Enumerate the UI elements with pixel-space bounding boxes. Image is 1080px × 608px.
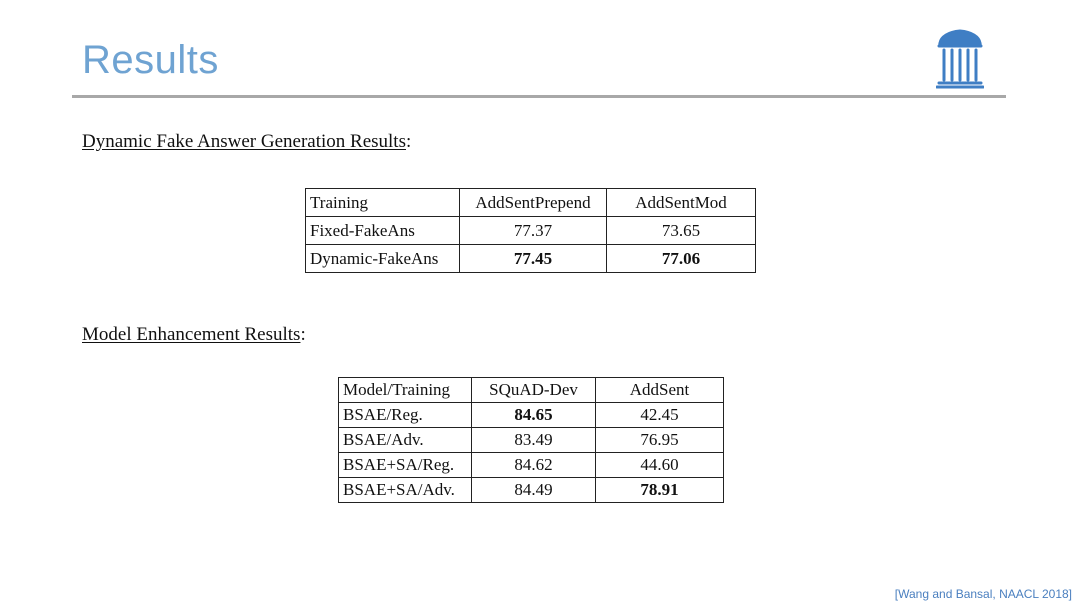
table-header-cell: Training [306,189,460,217]
table-header-cell: AddSent [596,378,724,403]
table-cell: 73.65 [607,217,756,245]
table-cell: BSAE+SA/Reg. [339,453,472,478]
title-divider [72,95,1006,98]
table-cell: 84.49 [472,478,596,503]
section-heading-text: Dynamic Fake Answer Generation Results [82,131,406,152]
old-well-icon [936,28,984,90]
table-row [306,245,756,273]
table-row [339,428,724,453]
table-header-row [306,189,756,217]
model-enhancement-results-table [338,377,724,503]
fake-answer-results-table [305,188,756,273]
table-row [306,217,756,245]
table-row [339,478,724,503]
table-cell: 84.62 [472,453,596,478]
table-row [339,403,724,428]
table-header-cell: AddSentMod [607,189,756,217]
citation: [Wang and Bansal, NAACL 2018] [894,587,1072,601]
table-cell: 84.65 [472,403,596,428]
table-cell: Fixed-FakeAns [306,217,460,245]
section-heading-text: Model Enhancement Results [82,324,301,345]
table-cell: 83.49 [472,428,596,453]
table-header-row [339,378,724,403]
table-cell: 76.95 [596,428,724,453]
table-header-cell: AddSentPrepend [460,189,607,217]
table-cell: 78.91 [596,478,724,503]
table-cell: Dynamic-FakeAns [306,245,460,273]
table-cell: BSAE/Adv. [339,428,472,453]
slide-title: Results [82,38,219,82]
table-cell: 44.60 [596,453,724,478]
table-cell: 77.37 [460,217,607,245]
table-cell: 42.45 [596,403,724,428]
heading-colon: : [300,324,306,345]
table-header-cell: Model/Training [339,378,472,403]
table-cell: 77.06 [607,245,756,273]
table-cell: BSAE/Reg. [339,403,472,428]
table-cell: 77.45 [460,245,607,273]
table-row [339,453,724,478]
section-heading-model-enhancement [82,324,306,346]
heading-colon: : [405,131,412,152]
section-heading-fake-answer [82,131,411,153]
table-cell: BSAE+SA/Adv. [339,478,472,503]
table-header-cell: SQuAD-Dev [472,378,596,403]
